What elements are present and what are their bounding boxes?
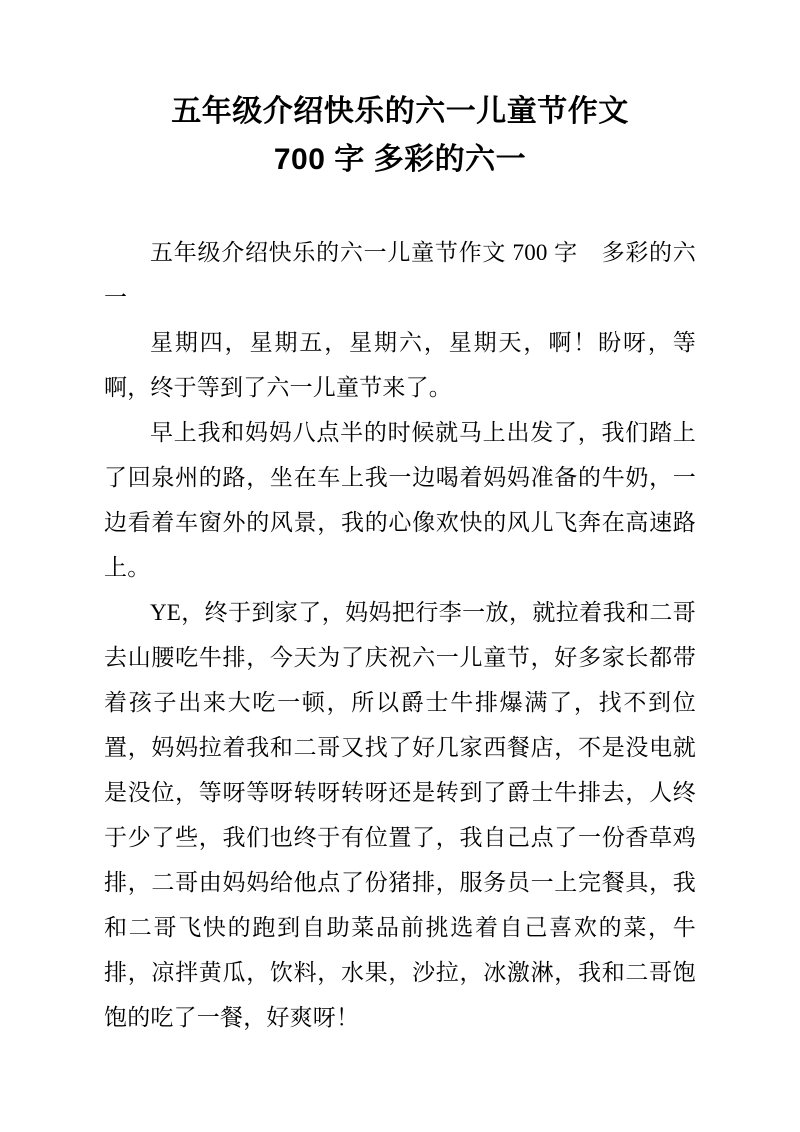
paragraph: 五年级介绍快乐的六一儿童节作文 700 字 多彩的六一 <box>104 240 696 310</box>
paragraph: YE，终于到家了，妈妈把行李一放，就拉着我和二哥去山腰吃牛排，今天为了庆祝六一儿童节，好多家长都带着孩子出来大吃一顿，所以爵士牛排爆满了，找不到位置，妈妈拉着我和二哥又找了好几家西餐店，不是没电就是没位，等呀等呀转呀转呀还是转到了爵士牛排去，人终于少了些，我们也终于有位置了，我自己点了一份香草鸡排，二哥由妈妈给他点了份猪排，服务员一上完餐具，我和二哥飞快的跑到自助菜品前挑选着自己喜欢的菜，牛排，凉拌黄瓜，饮料，水果，沙拉，冰激淋，我和二哥饱饱的吃了一餐，好爽呀！ <box>104 600 696 1030</box>
paragraph: 早上我和妈妈八点半的时候就马上出发了，我们踏上了回泉州的路，坐在车上我一边喝着妈妈准备的牛奶，一边看着车窗外的风景，我的心像欢快的风儿飞奔在高速路上。 <box>104 420 696 580</box>
page-title <box>104 88 696 184</box>
page-title-line-2: 700 字 多彩的六一 <box>273 143 527 176</box>
page-title-line-1: 五年级介绍快乐的六一儿童节作文 <box>171 95 629 128</box>
paragraph: 星期四，星期五，星期六，星期天，啊！盼呀，等啊，终于等到了六一儿童节来了。 <box>104 330 696 400</box>
document-body <box>104 230 696 1040</box>
